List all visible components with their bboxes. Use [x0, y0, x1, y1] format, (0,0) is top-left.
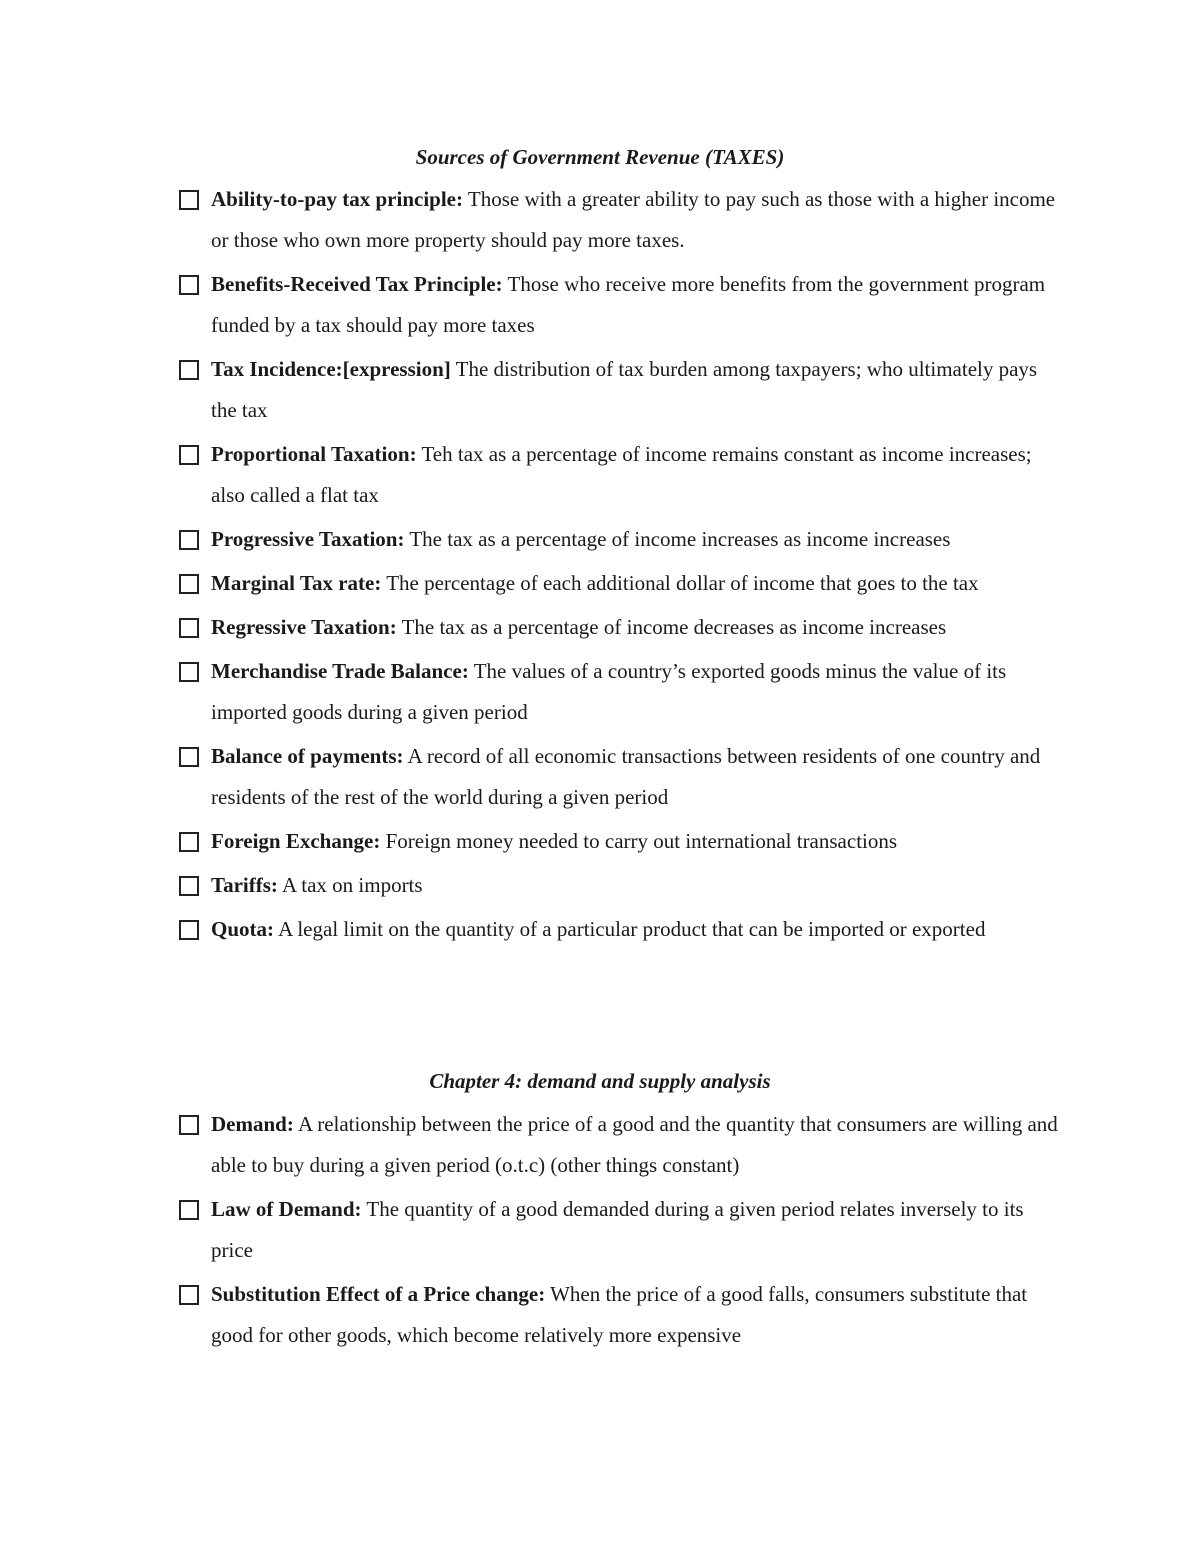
checkbox-icon	[179, 1115, 199, 1135]
term-label: Proportional Taxation:	[211, 442, 417, 466]
term-label: Foreign Exchange:	[211, 829, 381, 853]
term-definition: The percentage of each additional dollar of income that goes to the tax	[386, 571, 979, 595]
checkbox-icon	[179, 662, 199, 682]
checkbox-icon	[179, 1285, 199, 1305]
term-definition: A legal limit on the quantity of a particular product that can be imported or exported	[278, 917, 986, 941]
term-label: Substitution Effect of a Price change:	[211, 1282, 546, 1306]
term-label: Law of Demand:	[211, 1197, 362, 1221]
list-item	[211, 909, 1061, 950]
term-label: Tariffs:	[211, 873, 278, 897]
checkbox-icon	[179, 445, 199, 465]
checkbox-icon	[179, 747, 199, 767]
term-definition: The tax as a percentage of income increases as income increases	[409, 527, 951, 551]
list-item	[211, 821, 1061, 862]
term-label: Benefits-Received Tax Principle:	[211, 272, 503, 296]
term-definition: The quantity of a good demanded during a given period relates inversely to its price	[211, 1197, 1024, 1262]
list-item	[211, 519, 1061, 560]
term-definition: The distribution of tax burden among taxpayers; who ultimately pays the tax	[211, 357, 1038, 422]
term-definition: Teh tax as a percentage of income remains constant as income increases; also called a flat tax	[211, 442, 1032, 507]
checkbox-icon	[179, 574, 199, 594]
term-list-demand-supply	[0, 1104, 1061, 1359]
checkbox-icon	[179, 360, 199, 380]
term-label: Balance of payments:	[211, 744, 404, 768]
term-label: Quota:	[211, 917, 274, 941]
list-item	[211, 349, 1061, 431]
term-label: Demand:	[211, 1112, 294, 1136]
checkbox-icon	[179, 832, 199, 852]
term-definition: A relationship between the price of a good and the quantity that consumers are willing and able to buy during a given period (o.t.c) (other things constant)	[211, 1112, 1058, 1177]
list-item	[211, 651, 1061, 733]
term-label: Merchandise Trade Balance:	[211, 659, 469, 683]
checkbox-icon	[179, 618, 199, 638]
list-item	[211, 1189, 1061, 1271]
term-list-taxes	[0, 179, 1061, 953]
term-definition: A tax on imports	[281, 873, 423, 897]
term-label: Progressive Taxation:	[211, 527, 405, 551]
checkbox-icon	[179, 1200, 199, 1220]
list-item	[211, 179, 1061, 261]
list-item	[211, 736, 1061, 818]
term-definition: The tax as a percentage of income decreases as income increases	[401, 615, 947, 639]
list-item	[211, 563, 1061, 604]
list-item	[211, 1104, 1061, 1186]
term-definition: Those who receive more benefits from the government program funded by a tax should pay more taxes	[211, 272, 1046, 337]
term-definition: Those with a greater ability to pay such as those with a higher income or those who own more property should pay more taxes.	[211, 187, 1056, 252]
list-item	[211, 434, 1061, 516]
checkbox-icon	[179, 876, 199, 896]
section-heading-taxes: Sources of Government Revenue (TAXES)	[415, 145, 785, 169]
term-label: Ability-to-pay tax principle:	[211, 187, 463, 211]
term-label: Tax Incidence:[expression]	[211, 357, 451, 381]
checkbox-icon	[179, 190, 199, 210]
list-item	[211, 1274, 1061, 1356]
checkbox-icon	[179, 275, 199, 295]
section-heading-chapter-4: Chapter 4: demand and supply analysis	[429, 1069, 771, 1093]
term-label: Marginal Tax rate:	[211, 571, 382, 595]
list-item	[211, 264, 1061, 346]
list-item	[211, 865, 1061, 906]
checkbox-icon	[179, 920, 199, 940]
term-definition: The values of a country’s exported goods minus the value of its imported goods during a given period	[211, 659, 1007, 724]
term-definition: Foreign money needed to carry out international transactions	[385, 829, 898, 853]
checkbox-icon	[179, 530, 199, 550]
term-definition: When the price of a good falls, consumers substitute that good for other goods, which become relatively more expensive	[211, 1282, 1028, 1347]
term-definition: A record of all economic transactions between residents of one country and residents of the rest of the world during a given period	[211, 744, 1041, 809]
list-item	[211, 607, 1061, 648]
term-label: Regressive Taxation:	[211, 615, 397, 639]
